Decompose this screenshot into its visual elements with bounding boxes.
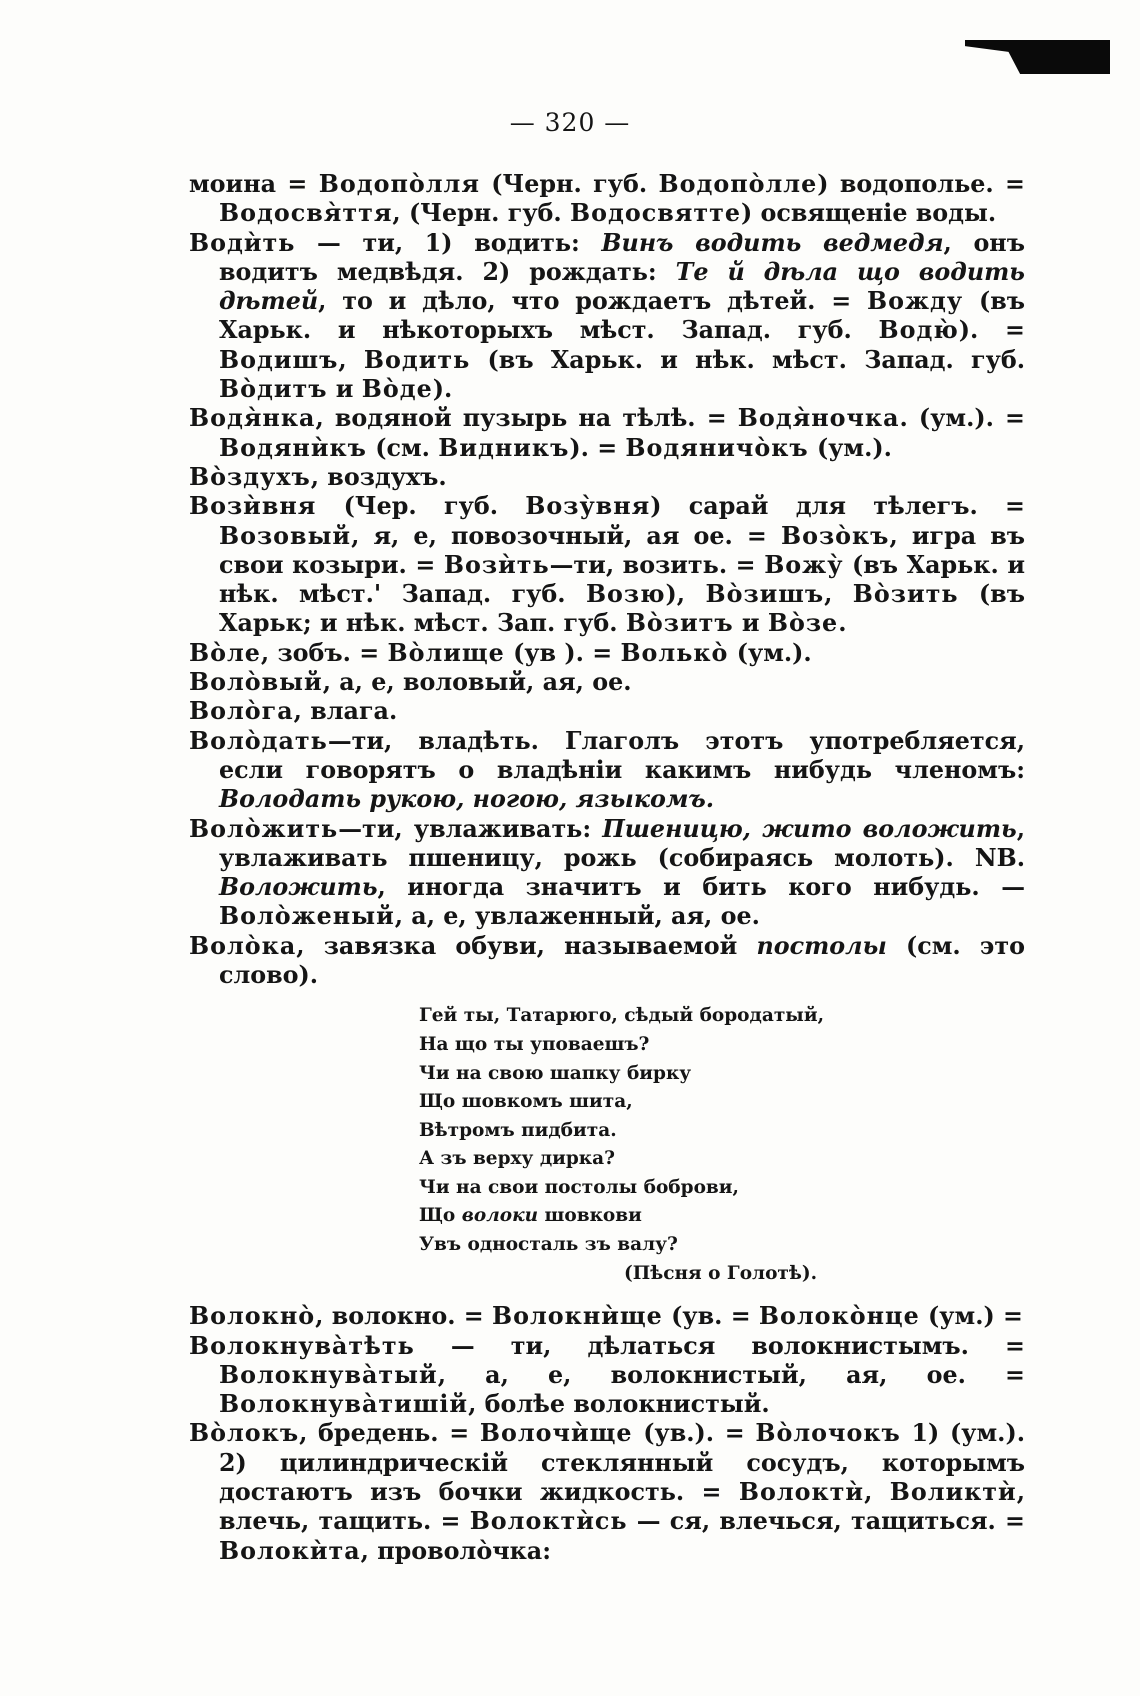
text-run: Гей ты, Татарюго, сѣдый бородатый,: [419, 1005, 825, 1027]
headword: Водяничо̀къ: [625, 433, 809, 462]
text-run: , воздухъ.: [310, 462, 447, 491]
text-run: ) освященіе воды.: [740, 199, 997, 228]
text-run: , завязка обуви, называемой: [296, 931, 757, 960]
dictionary-entry: [189, 1332, 1025, 1420]
headword: Водопо̀лле: [658, 170, 818, 198]
text-run: Вѣтромъ пидбита.: [419, 1119, 617, 1141]
text-run: , а, е, увлаженный, ая, ое.: [394, 902, 760, 931]
dictionary-entry: [189, 668, 1025, 697]
text-run: (Чер. губ.: [316, 492, 526, 521]
text-run: , бредень. =: [299, 1419, 480, 1448]
text-run: (Черн. губ.: [479, 170, 659, 198]
headword: Волокнува̀тый: [219, 1360, 438, 1389]
headword: Водѝть: [189, 228, 296, 257]
text-run: ),: [665, 580, 706, 609]
text-run: А зъ верху дирка?: [419, 1148, 615, 1170]
dictionary-entry: [189, 697, 1025, 726]
text-run: , болѣе волокнистый.: [468, 1390, 770, 1419]
text-run: (ум.) =: [919, 1302, 1023, 1331]
poem-line: [419, 1174, 1025, 1203]
text-run: ).: [432, 375, 453, 404]
headword: Воло̀га: [189, 697, 294, 726]
dictionary-entry: [189, 1419, 1025, 1565]
text-run: и: [327, 375, 362, 404]
text-run: , игра въ свои козыри. =: [219, 521, 1026, 579]
scan-ink-mark: [965, 40, 1110, 74]
italic-example: Володать рукою, ногою, языкомъ.: [219, 785, 715, 814]
text-run: ,: [338, 345, 364, 374]
text-run: , влага.: [293, 697, 398, 726]
poem-line: [419, 1145, 1025, 1174]
dictionary-entry: [189, 815, 1025, 932]
headword: Волокѝта: [219, 1536, 361, 1565]
headword: Волокнува̀тѣть: [189, 1331, 415, 1360]
headword: Воло̀женый: [219, 902, 395, 931]
text-run: , увлаживать пшеницу, рожь (собираясь молоть). NB.: [219, 814, 1025, 872]
text-run: Увъ односталь зъ валу?: [419, 1234, 678, 1256]
text-run: (см. это слово).: [219, 931, 1025, 990]
headword: Возо̀къ: [780, 521, 890, 550]
headword: Водосвятте: [570, 199, 741, 228]
headword: Видникъ: [438, 433, 570, 462]
italic-example: волоки: [461, 1205, 539, 1227]
text-run: , а, е, воловый, ая, ое.: [322, 668, 632, 697]
text-run: ) водополье. =: [817, 170, 1025, 198]
dictionary-entry: [189, 229, 1025, 405]
italic-example: Воложить: [219, 873, 378, 902]
text-run: (см.: [366, 433, 439, 462]
text-run: , онъ водитъ медвѣдя. 2) рождать:: [219, 228, 1025, 286]
headword: Во̀зишъ: [705, 580, 825, 609]
headword: Во̀ле: [189, 638, 261, 667]
headword: Возовый: [219, 521, 352, 550]
dictionary-entry: [189, 727, 1025, 815]
headword: Волочѝще: [479, 1419, 633, 1448]
headword: Воло̀вый: [189, 668, 323, 697]
headword: Вожду: [867, 287, 964, 316]
headword: Волокно̀: [189, 1302, 316, 1331]
poem-line: [419, 1088, 1025, 1117]
poem-line: [419, 1117, 1025, 1146]
italic-example: Пшеницю, жито воложить: [602, 814, 1017, 843]
headword: Вожу̀: [764, 550, 844, 579]
text-run: , я, е, повозочный, ая ое. =: [351, 521, 781, 550]
headword: Во̀локъ: [189, 1419, 300, 1448]
text-run: .: [838, 609, 847, 638]
text-run: , иногда значитъ и бить кого нибудь. —: [377, 873, 1025, 902]
headword: Во̀лочокъ: [755, 1419, 901, 1448]
poem-quote: [419, 1002, 1025, 1288]
headword: Возѝть: [443, 550, 550, 579]
headword: Волько̀: [620, 638, 729, 667]
text-run: , водяной пузырь на тѣлѣ. =: [315, 404, 738, 433]
text-run: (въ Харьк. и нѣк. мѣст. Запад. губ.: [470, 345, 1025, 374]
text-run: Що шовкомъ шита,: [419, 1091, 633, 1113]
entries-block-2: [189, 1302, 1025, 1566]
text-run: (въ Харьк. и нѣкоторыхъ мѣст. Запад. губ.: [219, 287, 1025, 345]
poem-line: [419, 1060, 1025, 1089]
headword: Водосвя̀ття: [219, 199, 393, 228]
headword: Волокнува̀тишій: [219, 1390, 469, 1419]
text-run: , влечь, тащить. =: [219, 1478, 1025, 1536]
poem-source: (Пѣсня о Голотѣ).: [624, 1262, 818, 1284]
text-run: Чи на свою шапку бирку: [419, 1062, 692, 1084]
dictionary-entry: [189, 463, 1025, 492]
headword: Во̀здухъ: [189, 462, 311, 491]
headword: Возю: [585, 580, 666, 609]
dictionary-entry: [189, 639, 1025, 668]
text-run: , (Черн. губ.: [392, 199, 570, 228]
text-run: ,: [824, 580, 853, 609]
text-run: —ти, возить. =: [549, 550, 765, 579]
text-run: и: [733, 609, 768, 638]
dictionary-text: [189, 170, 1025, 1566]
headword: Водя̀нка: [189, 404, 316, 433]
text-run: (ув ). =: [504, 638, 621, 667]
dictionary-entry: [189, 170, 1025, 229]
headword: Водянѝкъ: [219, 433, 367, 462]
dictionary-entry: [189, 492, 1025, 638]
text-run: , то и дѣло, что рождаетъ дѣтей. =: [318, 287, 868, 316]
text-run: (ув. =: [662, 1302, 759, 1331]
poem-line: [419, 1231, 1025, 1260]
text-run: , волокно. =: [315, 1302, 493, 1331]
entries-block-1: [189, 170, 1025, 990]
text-run: , а, е, волокнистый, ая, ое. =: [437, 1360, 1025, 1389]
poem-line: [419, 1202, 1025, 1231]
headword: Воликтѝ: [889, 1478, 1017, 1507]
text-run: 1) (ум.). 2) цилиндрическій стеклянный сосудъ, которымъ достаютъ изъ бочки жидкость. =: [219, 1419, 1025, 1507]
text-run: — ся, влечься, тащиться. =: [627, 1507, 1025, 1536]
headword: Водя̀ночка: [737, 404, 900, 433]
headword: Во̀лище: [387, 638, 505, 667]
poem-line: [419, 1031, 1025, 1060]
text-run: (ув.). =: [632, 1419, 756, 1448]
headword: Возу̀вня: [525, 492, 651, 521]
italic-example: Винъ водить ведмедя: [601, 228, 944, 257]
poem-line: [419, 1002, 1025, 1031]
headword: Во̀зить: [852, 580, 959, 609]
text-run: Що: [419, 1205, 462, 1227]
headword: Возѝвня: [189, 492, 317, 521]
dictionary-entry: [189, 404, 1025, 463]
text-run: ,: [864, 1478, 890, 1507]
text-run: На що ты уповаешъ?: [419, 1033, 650, 1055]
headword: Водишъ: [219, 345, 339, 374]
text-run: —ти, увлаживать:: [338, 814, 603, 843]
page-number: — 320 —: [509, 108, 631, 137]
text-run: , проволо̀чка:: [360, 1536, 552, 1565]
headword: Воло̀ка: [189, 931, 297, 960]
text-run: ). =: [958, 316, 1025, 345]
headword: Водю̀: [878, 316, 959, 345]
text-run: — ти, 1) водить:: [295, 228, 602, 257]
headword: Во̀зе: [767, 609, 839, 638]
text-run: ). =: [569, 433, 626, 462]
text-run: . (ум.). =: [899, 404, 1025, 433]
italic-example: Те й дѣла що водить дѣтей: [219, 257, 1026, 316]
text-run: Чи на свои постолы боброви,: [419, 1176, 739, 1198]
text-run: ) сарай для тѣлегъ. =: [650, 492, 1025, 521]
text-run: (ум.).: [728, 638, 812, 667]
text-run: (въ Харьк. и нѣк. мѣст.' Запад. губ.: [219, 550, 1025, 609]
headword: Воло̀жить: [189, 814, 339, 843]
headword: Водопо̀лля: [318, 170, 480, 198]
dictionary-entry: [189, 932, 1025, 991]
headword: Волоктѝсь: [469, 1507, 628, 1536]
text-run: шовкови: [538, 1205, 642, 1227]
text-run: — ти, дѣлаться волокнистымъ. =: [414, 1331, 1025, 1360]
dictionary-entry: [189, 1302, 1025, 1331]
text-run: , зобъ. =: [260, 638, 388, 667]
text-run: моина =: [189, 170, 319, 198]
headword: Волоко̀нце: [758, 1302, 920, 1331]
text-run: (въ Харьк; и нѣк. мѣст. Зап. губ.: [219, 580, 1025, 638]
headword: Во̀де: [361, 375, 433, 404]
text-run: —ти, владѣть. Глаголъ этотъ употребляется, если говорятъ о владѣніи какимъ нибудь членомъ:: [219, 726, 1025, 784]
headword: Волокнѝще: [492, 1302, 663, 1331]
italic-example: постолы: [756, 931, 887, 960]
headword: Волоктѝ: [738, 1478, 865, 1507]
headword: Водить: [363, 345, 471, 374]
headword: Воло̀дать: [189, 726, 328, 755]
headword: Во̀зитъ: [625, 609, 734, 638]
headword: Во̀дитъ: [219, 375, 328, 404]
text-run: (ум.).: [808, 433, 892, 462]
